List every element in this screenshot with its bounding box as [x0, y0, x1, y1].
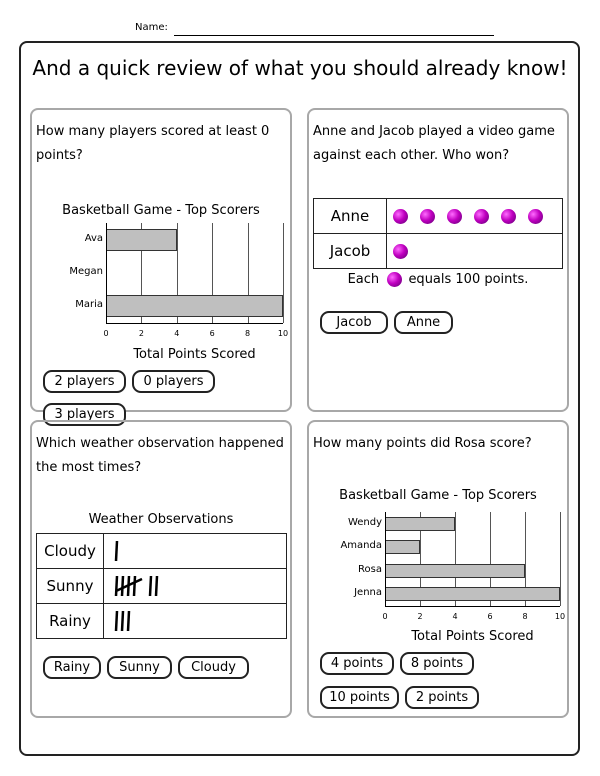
y-tick-label: Ava: [84, 232, 103, 244]
dot-icon: [474, 209, 489, 224]
y-tick-label: Jenna: [354, 587, 382, 599]
pictograph-dots-jacob: [387, 234, 563, 269]
tally-stroke: [122, 576, 123, 596]
dot-icon: [501, 209, 516, 224]
dot-icon: [420, 209, 435, 224]
q4-answer-10-points[interactable]: 10 points: [320, 686, 399, 709]
tally-marks-icon: [112, 573, 192, 599]
tally-stroke: [128, 611, 129, 631]
q3-answer-sunny[interactable]: Sunny: [107, 656, 172, 679]
x-axis-label: Total Points Scored: [133, 347, 256, 362]
pictograph-name-jacob: Jacob: [314, 234, 387, 269]
y-tick-label: Megan: [69, 266, 103, 277]
tally-stroke: [134, 576, 135, 596]
q4-answer-4-points[interactable]: 4 points: [320, 652, 394, 675]
tally-row-sunny: [37, 569, 287, 604]
dot-icon: [528, 209, 543, 224]
page-title: And a quick review of what you should already know!: [32, 56, 568, 80]
q1-chart: [30, 195, 292, 370]
tally-label-cloudy: Cloudy: [37, 534, 104, 569]
q2-answer-anne[interactable]: Anne: [394, 311, 453, 334]
tally-stroke: [116, 576, 117, 596]
q2-question: Anne and Jacob played a video game against each other. Who won?: [313, 124, 555, 163]
x-tick-label: 6: [209, 329, 215, 338]
pictograph-name-anne: Anne: [314, 199, 387, 234]
tally-marks-sunny: [104, 569, 287, 604]
q4-chart: [307, 482, 569, 652]
dot-icon: [387, 272, 402, 287]
x-tick-label: 8: [245, 329, 251, 338]
q3-question: Which weather observation happened the most times?: [36, 436, 284, 475]
x-tick-label: 8: [522, 612, 528, 621]
x-tick-label: 4: [174, 329, 180, 338]
x-tick-label: 6: [487, 612, 493, 621]
tally-stroke: [122, 611, 123, 631]
pictograph-row-anne: [314, 199, 563, 234]
y-tick-label: Amanda: [340, 540, 382, 552]
x-axis-label: Total Points Scored: [411, 629, 534, 644]
name-line[interactable]: [174, 35, 494, 36]
tally-label-sunny: Sunny: [37, 569, 104, 604]
dot-icon: [393, 209, 408, 224]
key-prefix: Each: [347, 272, 380, 287]
x-tick-label: 0: [382, 612, 388, 621]
pictograph-key: [313, 272, 563, 287]
bar-amanda: [385, 540, 420, 554]
q2-pictograph: [313, 198, 563, 269]
q4-question: How many points did Rosa score?: [313, 436, 532, 451]
tally-marks-rainy: [104, 604, 287, 639]
tally-marks-icon: [112, 538, 192, 564]
q4-answer-8-points[interactable]: 8 points: [400, 652, 474, 675]
bar-rosa: [385, 564, 525, 578]
tally-stroke: [156, 576, 157, 596]
key-suffix: equals 100 points.: [408, 272, 529, 287]
tally-stroke: [150, 576, 151, 596]
x-axis: [385, 606, 560, 607]
dot-icon: [393, 244, 408, 259]
q4-answer-2-points[interactable]: 2 points: [405, 686, 479, 709]
dot-icon: [447, 209, 462, 224]
tally-stroke: [116, 541, 117, 561]
q1-answer-3-players[interactable]: 3 players: [43, 403, 126, 426]
y-tick-label: Rosa: [358, 563, 382, 575]
tally-label-rainy: Rainy: [37, 604, 104, 639]
x-tick-label: 2: [417, 612, 423, 621]
tally-table: [36, 533, 287, 639]
y-axis: [106, 223, 107, 323]
gridline: [560, 512, 561, 606]
bar-jenna: [385, 587, 560, 601]
q1-answer-2-players[interactable]: 2 players: [43, 370, 126, 393]
tally-row-cloudy: [37, 534, 287, 569]
tally-marks-icon: [112, 608, 192, 634]
tally-stroke: [116, 611, 117, 631]
name-label: Name:: [135, 22, 168, 33]
q1-answer-0-players[interactable]: 0 players: [132, 370, 215, 393]
q3-answer-cloudy[interactable]: Cloudy: [178, 656, 249, 679]
y-tick-label: Wendy: [347, 516, 382, 528]
q1-question: How many players scored at least 0 points?: [36, 124, 270, 163]
q2-answer-jacob[interactable]: Jacob: [320, 311, 388, 334]
chart-title: Basketball Game - Top Scorers: [62, 203, 260, 218]
gridline: [283, 223, 284, 323]
tally-title: Weather Observations: [88, 512, 234, 527]
x-tick-label: 2: [138, 329, 144, 338]
tally-row-rainy: [37, 604, 287, 639]
x-tick-label: 10: [554, 612, 566, 621]
x-axis: [106, 323, 283, 324]
pictograph-dots-anne: [387, 199, 563, 234]
bar-wendy: [385, 517, 455, 531]
x-tick-label: 10: [277, 329, 289, 338]
y-tick-label: Maria: [75, 299, 103, 311]
chart-title: Basketball Game - Top Scorers: [339, 488, 537, 503]
bar-ava: [106, 229, 177, 251]
x-tick-label: 4: [452, 612, 458, 621]
pictograph-row-jacob: [314, 234, 563, 269]
q3-answer-rainy[interactable]: Rainy: [43, 656, 101, 679]
bar-maria: [106, 295, 283, 317]
y-axis: [385, 512, 386, 606]
tally-marks-cloudy: [104, 534, 287, 569]
x-tick-label: 0: [103, 329, 109, 338]
